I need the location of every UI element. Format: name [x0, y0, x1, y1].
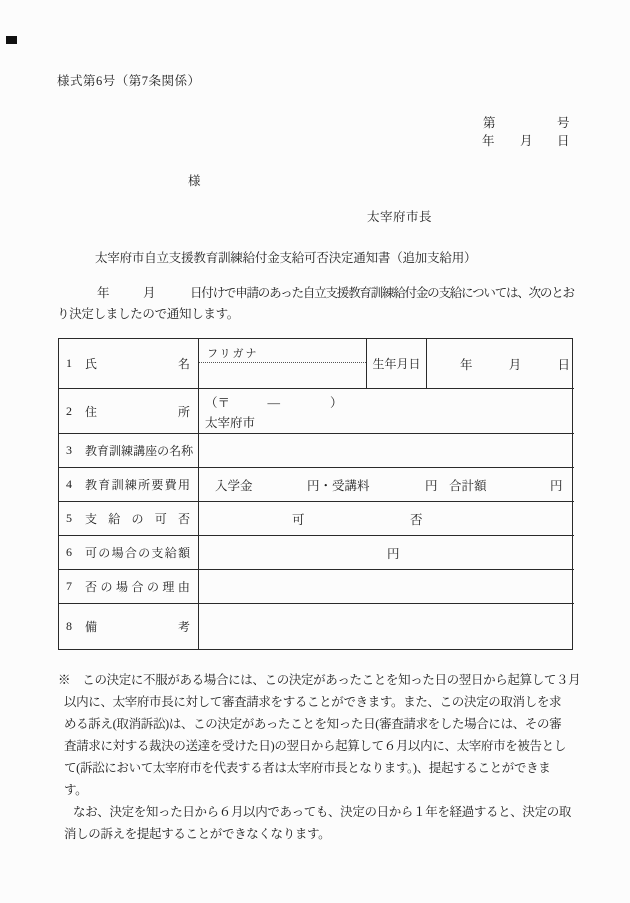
document-title: 太宰府市自立支援教育訓練給付金支給可否決定通知書（追加支給用）: [95, 251, 477, 265]
yen-label: 円: [387, 546, 400, 561]
note-line: める訴え(取消訴訟)は、この決定があったことを知った日(審査請求をした場合には、その審: [64, 717, 562, 731]
city-line: 太宰府市: [205, 416, 256, 430]
note-line: ※ この決定に不服がある場合には、この決定があったことを知った日の翌日から起算して３月: [58, 673, 581, 687]
row-number: 2: [66, 403, 72, 418]
dob-month: 月: [508, 357, 522, 372]
appeal-notes: [58, 669, 581, 845]
row3-course-label-cell: [59, 433, 198, 467]
row-label: 否 の 場 合 の 理 由: [85, 580, 190, 594]
body-date-year: 年: [97, 286, 110, 300]
row8-remarks-label-cell: [59, 603, 198, 649]
deny-option: 否: [410, 512, 423, 527]
yen-tuition-label: 円・受講料: [307, 478, 370, 493]
body-paragraph-line2: り決定しましたので通知します。: [57, 307, 240, 321]
row1-dob-value-cell: [426, 339, 574, 388]
row2-address-label-cell: [59, 388, 198, 433]
row6-amount-label-cell: [59, 535, 198, 569]
row6-amount-value-cell: [198, 535, 574, 569]
row8-remarks-value-cell: [198, 603, 574, 649]
row-number: 8: [66, 619, 72, 633]
row-label: 教 育 訓 練 講 座 の 名 称: [85, 444, 194, 458]
furigana-label: フリガナ: [199, 339, 366, 363]
decision-table: [58, 338, 573, 650]
scan-artifact-mark: [6, 36, 17, 44]
row-number: 1: [66, 356, 72, 370]
row1-furigana-cell: [198, 339, 366, 388]
row-number: 5: [66, 511, 72, 525]
yen-label: 円: [550, 478, 563, 493]
body-paragraph-line1: 日付けで申請のあった自立支援教育訓練給付金の支給については、次のとお: [190, 286, 574, 300]
row7-reason-value-cell: [198, 569, 574, 603]
row-label: 可 の 場 合 の 支 給 額: [85, 546, 190, 560]
dob-year: 年: [460, 357, 473, 372]
note-line: 査請求に対する裁決の送達を受けた日)の翌日から起算して６月以内に、太宰府市を被告とし: [64, 739, 566, 753]
row5-approval-label-cell: [59, 501, 198, 535]
doc-number-suffix: 号: [557, 116, 570, 130]
header-date-month: 月: [520, 134, 533, 148]
approve-option: 可: [292, 512, 305, 527]
form-number: 様式第6号（第7条関係）: [57, 74, 201, 88]
row-number: 4: [66, 477, 72, 491]
row1-name-label-cell: [59, 339, 198, 388]
row4-cost-label-cell: [59, 467, 198, 501]
doc-number-prefix: 第: [483, 116, 496, 130]
row5-approval-value-cell: [198, 501, 574, 535]
dob-day: 日: [557, 357, 570, 372]
note-line: なお、決定を知った日から６月以内であっても、決定の日から１年を経過すると、決定の取: [73, 805, 572, 819]
postal-code-line: （〒 ― ）: [205, 396, 343, 410]
row-label: 住 所: [85, 404, 190, 419]
row-label: 教 育 訓 練 所 要 費 用: [85, 478, 190, 492]
entrance-fee-label: 入学金: [215, 478, 253, 493]
body-date-month: 月: [143, 286, 156, 300]
row4-cost-value-cell: [198, 467, 574, 501]
row-label: 支 給 の 可 否: [85, 512, 190, 526]
row1-dob-label-cell: 生年月日: [366, 339, 426, 388]
note-line: 以内に、太宰府市長に対して審査請求をすることができます。また、この決定の取消しを求: [64, 695, 562, 709]
row2-address-value-cell: [198, 388, 574, 433]
yen-label: 円: [425, 478, 438, 493]
note-line: 消しの訴えを提起することができなくなります。: [64, 827, 331, 841]
addressee-honorific: 様: [188, 174, 201, 188]
row3-course-value-cell: [198, 433, 574, 467]
row-number: 3: [66, 443, 72, 457]
header-date-day: 日: [557, 134, 570, 148]
note-line: て(訴訟において太宰府市を代表する者は太宰府市長となります。)、提起することができま: [64, 761, 551, 775]
header-date-year: 年: [482, 134, 495, 148]
row-number: 6: [66, 545, 72, 559]
sender-name: 太宰府市長: [367, 210, 433, 224]
row7-reason-label-cell: [59, 569, 198, 603]
row-label: 氏 名: [85, 357, 190, 371]
row-number: 7: [66, 579, 72, 593]
note-line: す。: [64, 783, 88, 797]
row-label: 備 考: [85, 620, 190, 634]
total-label: 合計額: [449, 478, 487, 493]
